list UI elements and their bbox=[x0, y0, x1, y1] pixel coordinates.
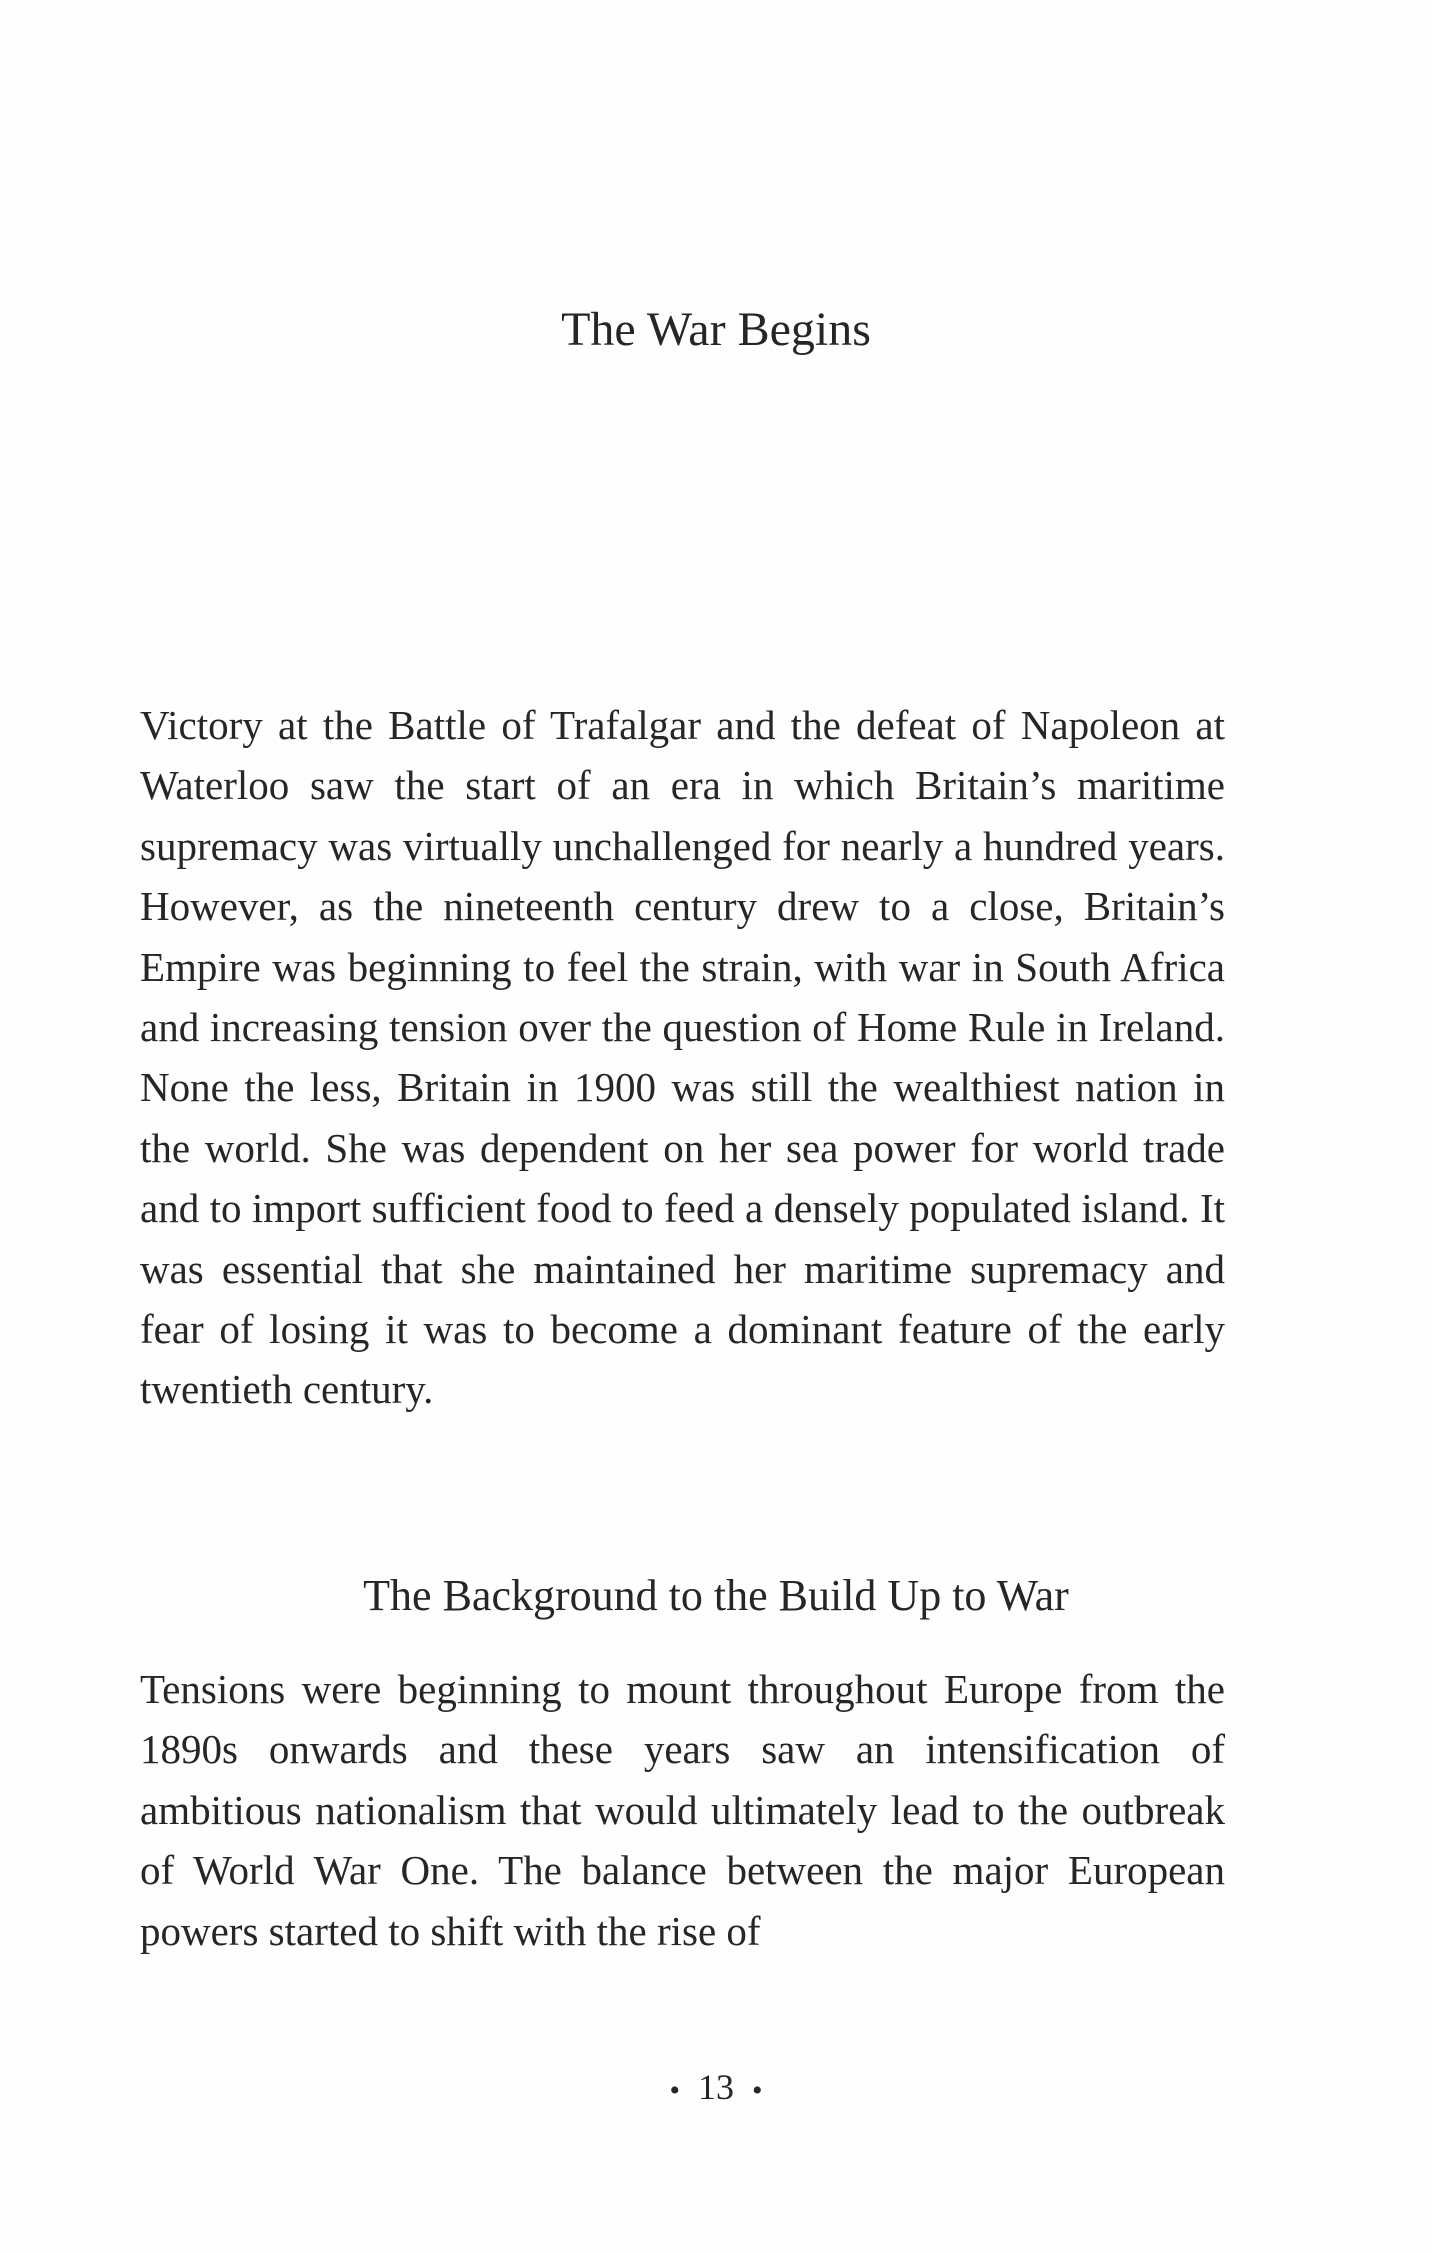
body-paragraph: Tensions were beginning to mount throughout Europe from the 1890s onwards and these years saw an intensification of ambitious nationalism that would ultimately lead to the outbreak of World War One. The balance between the major European powers started to shift with the rise of bbox=[140, 1666, 1225, 1954]
chapter-title: The War Begins bbox=[561, 303, 871, 356]
page-number bbox=[0, 2063, 1432, 2115]
page-number-bullet-right: • bbox=[752, 2073, 763, 2107]
page-number-bullet-left: • bbox=[669, 2073, 680, 2107]
section-heading: The Background to the Build Up to War bbox=[363, 1571, 1069, 1620]
page-number-value: 13 bbox=[698, 2067, 734, 2107]
body-paragraph: Victory at the Battle of Trafalgar and the defeat of Napoleon at Waterloo saw the start of an era in which Britain’s maritime supremacy was virtually unchallenged for nearly a hundred years. However, as the nineteenth century drew to a close, Britain’s Empire was beginning to feel the strain, with war in South Africa and increasing tension over the question of Home Rule in Ireland. None the less, Britain in 1900 was still the wealthiest nation in the world. She was dependent on her sea power for world trade and to import sufficient food to feed a densely populated island. It was essential that she maintained her maritime supremacy and fear of losing it was to become a dominant feature of the early twentieth century. bbox=[140, 702, 1225, 1413]
